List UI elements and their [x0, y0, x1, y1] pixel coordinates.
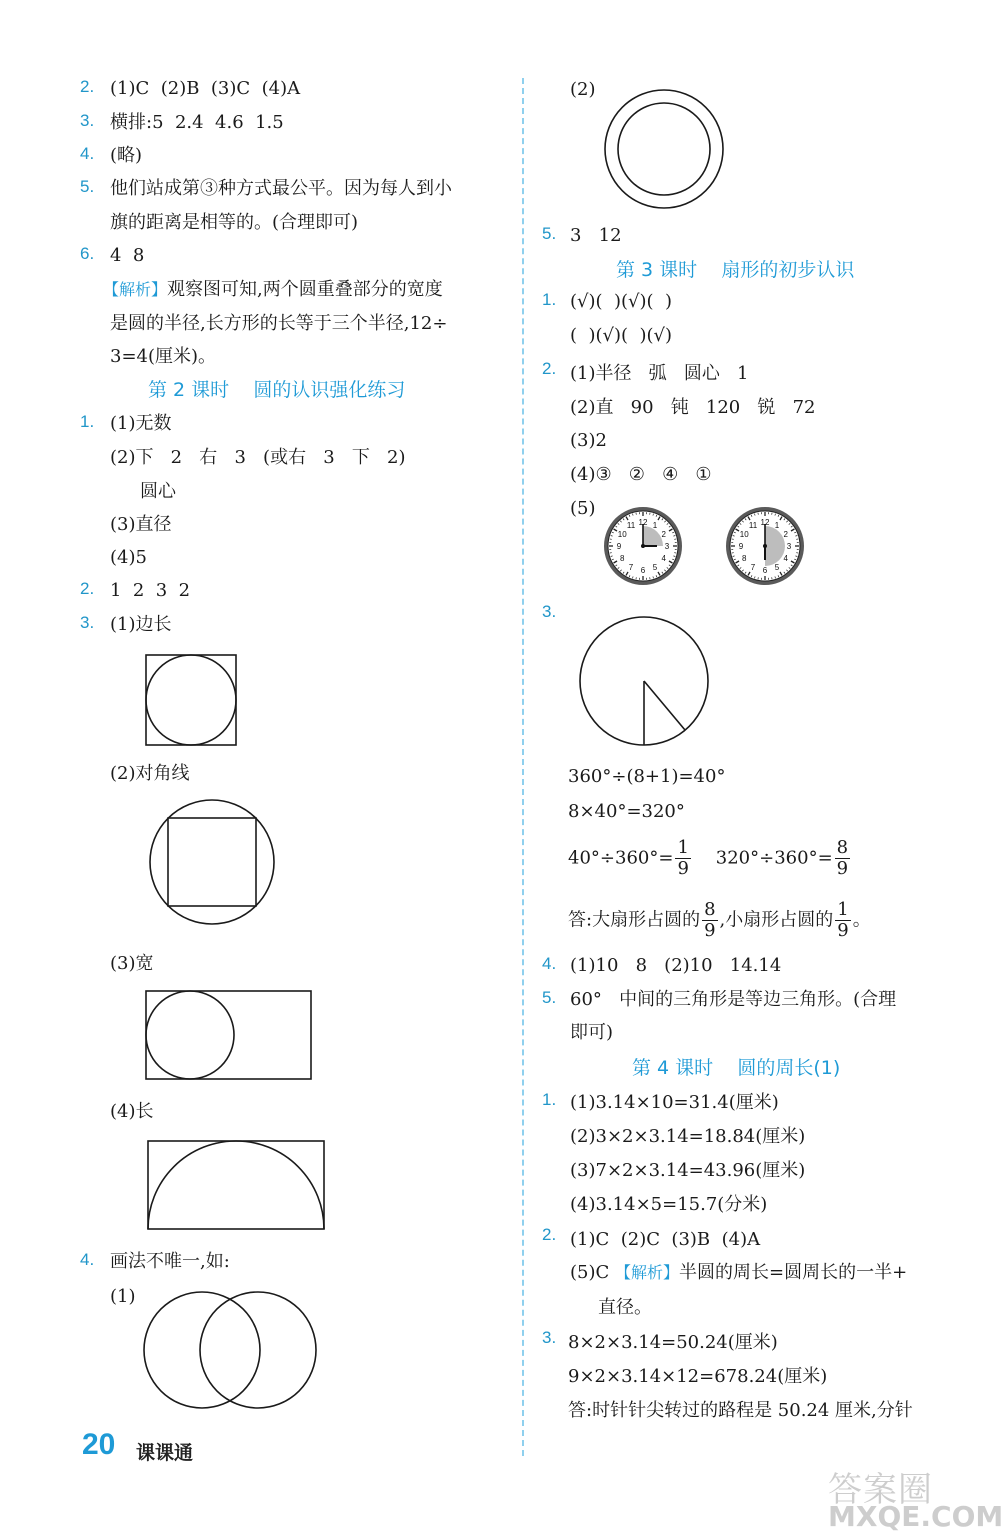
s3q3-calc3: 40°÷360°= $\frac{1}{9}$ 320°÷360°= $\frac{8}{9}$	[568, 837, 849, 879]
q2-number: 2.	[80, 77, 95, 96]
s4q2-c: 直径。	[598, 1297, 652, 1318]
q6-analysis-line2: 是圆的半径,长方形的长等于三个半径,12÷	[110, 313, 448, 334]
s2q4-number: 4.	[80, 1250, 95, 1269]
s3q4-number: 4.	[542, 954, 557, 973]
analysis-tag: 【解析】	[103, 280, 168, 299]
s3q5-line2: 即可)	[570, 1022, 614, 1043]
s3q2-number: 2.	[542, 359, 557, 378]
s2q3-b: (2)对角线	[110, 763, 190, 784]
s2q1-b: (2)下 2 右 3 (或右 3 下 2)	[110, 447, 406, 468]
s4q2-number: 2.	[542, 1225, 557, 1244]
concentric-circles	[603, 88, 725, 210]
q6-number: 6.	[80, 244, 95, 263]
s2q3-c: (3)宽	[110, 953, 154, 974]
q5-answer-line1: 他们站成第③种方式最公平。因为每人到小	[110, 178, 452, 199]
clock-numeral: 10	[617, 530, 627, 539]
fraction-1-9: $\frac{1}{9}$	[677, 837, 689, 879]
s4q3-a: 8×2×3.14=50.24(厘米)	[568, 1332, 778, 1353]
watermark-logo: 答案圈	[828, 1470, 933, 1510]
s2q4-answer: 画法不唯一,如:	[110, 1251, 230, 1272]
clock-numeral: 3	[664, 542, 670, 551]
s2q3-d: (4)长	[110, 1101, 154, 1122]
s3q1-number: 1.	[542, 290, 557, 309]
s4q2-a: (1)C (2)C (3)B (4)A	[570, 1229, 761, 1250]
q3-number: 3.	[80, 111, 95, 130]
clock-numeral: 2	[661, 530, 667, 539]
right-sub2: (2)	[570, 79, 596, 100]
clock-numeral: 3	[786, 542, 792, 551]
watermark-url: MXQE.COM	[828, 1500, 1004, 1533]
s4q1-a: (1)3.14×10=31.4(厘米)	[570, 1092, 779, 1113]
circle-with-sector	[578, 615, 712, 749]
clock-numeral: 12	[760, 518, 770, 527]
page-number: 20	[82, 1428, 116, 1461]
s2q2-answer: 1 2 3 2	[110, 580, 191, 601]
clock-numeral: 4	[783, 554, 789, 563]
clock-face-1	[602, 505, 684, 587]
s2q1-c: 圆心	[140, 481, 176, 502]
s3q3-answer: 答:大扇形占圆的 $\frac{8}{9}$ ,小扇形占圆的 $\frac{1}{9}$ 。	[568, 899, 871, 941]
clock-numeral: 1	[652, 521, 658, 531]
fraction-1-9-b: $\frac{1}{9}$	[837, 899, 849, 941]
brand-name: 课课通	[136, 1442, 194, 1464]
rectangle-with-semicircle	[147, 1140, 327, 1232]
s4q3-b: 9×2×3.14×12=678.24(厘米)	[568, 1366, 828, 1387]
clock-numeral: 9	[738, 542, 744, 551]
r-q5-number: 5.	[542, 224, 557, 243]
s2q3-a: (1)边长	[110, 614, 172, 635]
r-q5-answer: 3 12	[570, 225, 622, 246]
s3q5-number: 5.	[542, 988, 557, 1007]
s3q1-b: ( )(√)( )(√)	[570, 325, 673, 346]
s2q1-number: 1.	[80, 412, 95, 431]
s3q2-e: (5)	[570, 498, 596, 519]
s3q2-d: (4)③ ② ④ ①	[570, 464, 712, 485]
clock-numeral: 4	[661, 554, 667, 563]
s2q1-e: (4)5	[110, 547, 147, 568]
clock-numeral: 11	[748, 521, 758, 531]
s4q1-d: (4)3.14×5=15.7(分米)	[570, 1194, 768, 1215]
s3q2-c: (3)2	[570, 430, 607, 451]
q5-number: 5.	[80, 177, 95, 196]
s4q2-b: (5)C 【解析】半圆的周长=圆周长的一半+	[570, 1262, 908, 1283]
q4-answer: (略)	[110, 145, 143, 166]
s3q3-calc2: 8×40°=320°	[568, 801, 685, 822]
s4q3-c: 答:时针针尖转过的路程是 50.24 厘米,分针	[568, 1400, 913, 1421]
section-title-lesson4: 第 4 课时 圆的周长(1)	[632, 1057, 841, 1079]
q3-answer: 横排:5 2.4 4.6 1.5	[110, 112, 284, 133]
s4q3-number: 3.	[542, 1328, 557, 1347]
clock-numeral: 11	[626, 521, 636, 531]
s3q1-a: (√)( )(√)( )	[570, 291, 673, 312]
two-overlapping-circles	[142, 1290, 318, 1412]
clock-numeral: 8	[741, 554, 747, 563]
s3q2-b: (2)直 90 钝 120 锐 72	[570, 397, 816, 418]
s4q1-c: (3)7×2×3.14=43.96(厘米)	[570, 1160, 806, 1181]
q2-answer: (1)C (2)B (3)C (4)A	[110, 78, 301, 99]
q6-answer: 4 8	[110, 245, 145, 266]
clock-numeral: 8	[619, 554, 625, 563]
q6-analysis-line3: 3=4(厘米)。	[110, 346, 217, 367]
circle-with-inscribed-square	[148, 798, 276, 926]
clock-numeral: 7	[750, 562, 756, 572]
s3q3-number: 3.	[542, 602, 557, 621]
clock-numeral: 7	[628, 562, 634, 572]
s2q1-d: (3)直径	[110, 514, 172, 535]
section-title-lesson3: 第 3 课时 扇形的初步认识	[616, 259, 855, 281]
square-with-inscribed-circle	[145, 654, 237, 746]
clock-numeral: 9	[616, 542, 622, 551]
clock-numeral: 6	[762, 566, 768, 575]
fraction-8-9: $\frac{8}{9}$	[836, 837, 849, 879]
section-title-lesson2: 第 2 课时 圆的认识强化练习	[148, 379, 406, 401]
clock-numeral: 5	[774, 562, 780, 572]
fraction-8-9-b: $\frac{8}{9}$	[704, 899, 716, 941]
s3q4-answer: (1)10 8 (2)10 14.14	[570, 955, 782, 976]
clock-numeral: 2	[783, 530, 789, 539]
s2q3-number: 3.	[80, 613, 95, 632]
clock-numeral: 5	[652, 562, 658, 572]
analysis-tag-2: 【解析】	[615, 1263, 680, 1282]
clock-numeral: 12	[638, 518, 648, 527]
column-divider	[522, 78, 524, 1456]
q6-analysis-line1: 【解析】观察图可知,两个圆重叠部分的宽度	[103, 279, 443, 300]
s3q5-line1: 60° 中间的三角形是等边三角形。(合理	[570, 989, 897, 1010]
q4-number: 4.	[80, 144, 95, 163]
clock-face-2	[724, 505, 806, 587]
s2q1-a: (1)无数	[110, 413, 172, 434]
s2q2-number: 2.	[80, 579, 95, 598]
s2q4-sub1: (1)	[110, 1286, 136, 1307]
s3q2-a: (1)半径 弧 圆心 1	[570, 363, 749, 384]
clock-numeral: 1	[774, 521, 780, 531]
s4q1-number: 1.	[542, 1090, 557, 1109]
s4q1-b: (2)3×2×3.14=18.84(厘米)	[570, 1126, 806, 1147]
s3q3-calc1: 360°÷(8+1)=40°	[568, 766, 726, 787]
clock-numeral: 10	[739, 530, 749, 539]
clock-numeral: 6	[640, 566, 646, 575]
rectangle-with-circle	[145, 990, 313, 1082]
q5-answer-line2: 旗的距离是相等的。(合理即可)	[110, 212, 359, 233]
